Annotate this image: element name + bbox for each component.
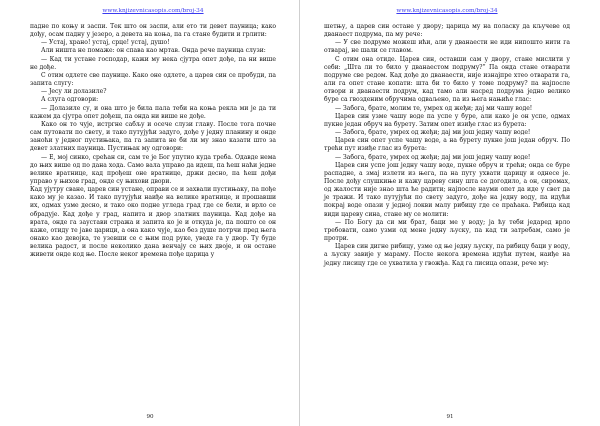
right-page-number: 91	[446, 414, 454, 420]
right-page-body	[324, 23, 570, 268]
paragraph: — По Богу да си ми брат, баци ме у воду; ја ћу теби једаред врло требовати, само узми од мене једну љуску, па кад ти затребам, само је протри.	[324, 218, 570, 243]
paragraph: — Забога, брате, умрех од жеђи; дај ми још једну чашу воде!	[335, 129, 531, 137]
paragraph: Царев син узме чашу воде па успе у буре, али како је он успе, одмах пукне један обруч на бурету. Затим опет изиђе глас из бурета:	[324, 112, 570, 128]
paragraph: Царев син опет успе чашу воде, а на бурету пукне још један обруч. По трећи пут изиђе глас из бурета:	[324, 137, 570, 153]
right-page	[300, 0, 600, 426]
page-header-link[interactable]: www.knjizevnicasopis.com/broj-34	[396, 8, 498, 14]
paragraph: Али ништа не помаже: он спава као мртав. Онда рече пауница слузи:	[41, 47, 266, 55]
paragraph: — Забога, брате, умрех од жеђи; дај ми још једну чашу воде!	[335, 153, 531, 161]
paragraph: Како он то чује, истргне сабљу и осече слузи главу. После тога почне сам путовати по свету, и тако путујући задуго, дође у једну планину и онде заноћи у једног пустињака, па га запита не би ли му знао казати што за девет златних пауница. Пустињак му одговори:	[30, 120, 276, 153]
paragraph: падне по коњу и заспи. Тек што он заспи, али ето ти девет пауница; како дођу, осам падну у језеро, а девета на коња, па га стане будити и грлити:	[30, 23, 276, 39]
paragraph: — Устај, храно! устај, срце! устај, душо!	[41, 39, 170, 47]
page-header-link[interactable]: www.knjizevnicasopis.com/broj-34	[102, 8, 204, 14]
left-page-number: 90	[146, 414, 154, 420]
paragraph: Кад ујутру сване, царев син устане, оправи се и захвали пустињаку, па пође како му је казао. И тако путујући наиђе на велике вратнице, и прошавши их, одмах узме десно, и тако око подне угледа град где се бели, и врло се обрадује. Кад дође у град, напита и двор златних пауница. Кад дође на врата, онде га заустави стража и запита ко је и откуда је, па пошто се он каже, отиду те јаве царици, а она како чује, као без душе потрчи пред њега онако као девојка, те узевши се с њим под руке, уведе га у двор. Ту буде велика радост, и после неколико дана венчају се њих двоје, и он остане живети онде код ње. После неког времена пође царица у	[30, 186, 276, 259]
paragraph: — Е, мој синко, срећан си, сам те је Бог упутио куда треба. Одавде нема до њих више од по дана хода. Само вала управо да идеш, па ћеш наћи једне велике вратнице, кад прођеш оне вратнице, држи десно, па ћеш дођи управо у њихов град, онде су њихови двори.	[30, 153, 276, 185]
paragraph: шетњу, а царев син остане у двору; царица му на поласку да кључеве од дванаест подрума, па му рече:	[324, 23, 570, 39]
paragraph: Царев син дигне рибицу, узме од ње једну љуску, па рибицу баци у воду, а љуску завије у мараму. После некога времена идући путем, наиђе на једну лисицу где се ухватила у гвожђа. Кад га лисица опази, рече му:	[324, 243, 570, 267]
paragraph: — Јесу ли долазиле?	[41, 88, 107, 96]
paragraph: — Долазиле су, и она што је била пала теби на коња рекла ми је да ти кажем да сјутра опет дођеш, па онда ни више не дође.	[30, 104, 276, 120]
paragraph: — Забога, брате, молим те, умрех од жеђи; дај ми чашу воде!	[335, 104, 533, 112]
paragraph: С отим она отиде. Царев син, оставши сам у двору, стане мислити у себи: „Шта ли то било у дванаестом подруму?” Па онда стане отварати подруме све редом. Кад дође до дванаести, није изнајпре хтео отварати га, али га опет стане копати: шта би то било у томе подруму? па најпосле отвори и дванаести подрум, кад тамо али насред подрума једно велико буре са гвозденим обручима одваљено, па из њега нањиће глас:	[324, 55, 570, 104]
paragraph: — У све подруме можеш ићи, али у дванаести не иди нипошто нити га отварај, не шали се главом.	[324, 39, 570, 55]
paragraph: Царев син успе још једну чашу воде, пукне обруч и трећи; онда се буре распадне, а змај излети из њега, па на путу ухвати царицу и однесе је. После дођу слушкиње и кажу цареву сину шта се догодило, а он, сиромах, од жалости није знао шта ће радити; најпосле науми опет да иде у свет да је тражи. И тако путујући по свету задуго, дође на једну воду, па идући покрај воде опази у једној локви малу рибицу где се праћака. Рибица кад види цареву сина, стане му се молити:	[324, 161, 570, 218]
paragraph: А слуга одговори:	[41, 96, 99, 104]
left-page-body	[30, 23, 276, 260]
paragraph: — Кад ти устане господар, кажи му нека сјутра опет дође, па ни више не дође.	[30, 55, 276, 71]
paragraph: С отим одлете све паунице. Како оне одлете, а царев син се пробуди, па запита слугу:	[30, 71, 276, 88]
